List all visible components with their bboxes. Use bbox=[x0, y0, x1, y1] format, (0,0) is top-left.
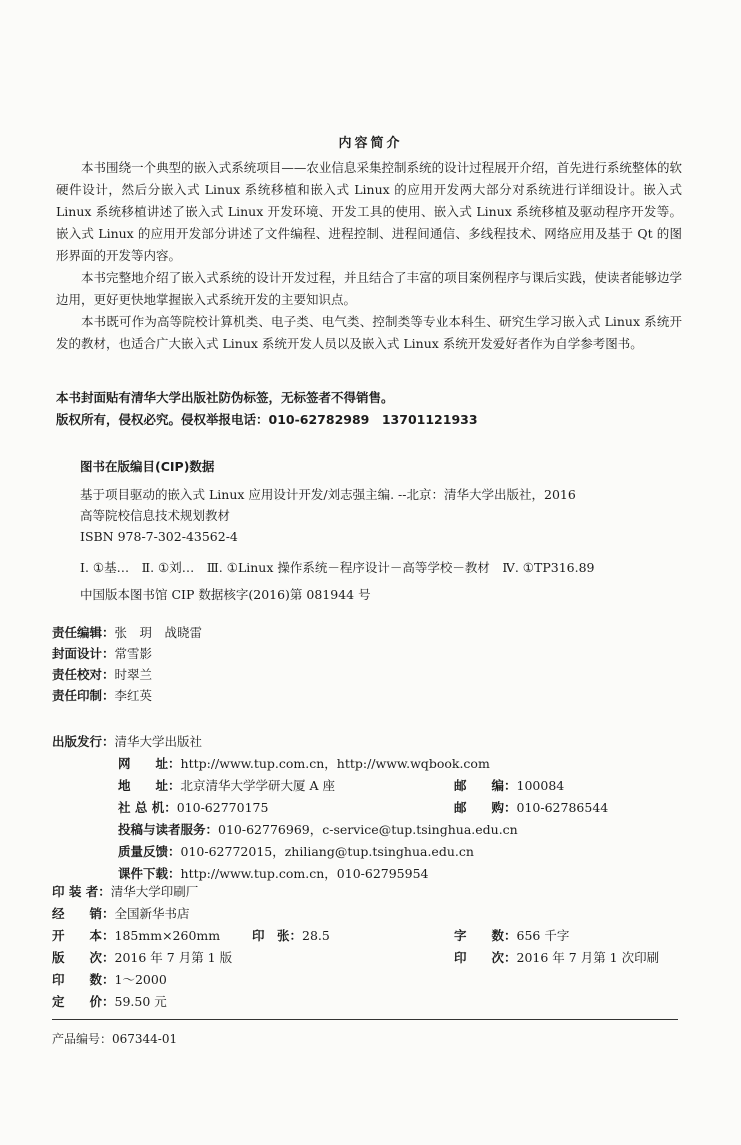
summary-body bbox=[56, 157, 682, 355]
format-label: 开 本： bbox=[52, 928, 115, 943]
distributor-label: 经 销： bbox=[52, 906, 115, 921]
submission-row bbox=[52, 819, 692, 841]
mail-order-value: 010-62786544 bbox=[516, 800, 609, 815]
edition-label: 版 次： bbox=[52, 950, 115, 965]
cip-library-number: 中国版本图书馆 CIP 数据核字(2016)第 081944 号 bbox=[80, 587, 371, 602]
print-run-row bbox=[52, 969, 692, 991]
staff-row bbox=[52, 664, 202, 685]
anti-counterfeit-notice: 本书封面贴有清华大学出版社防伪标签，无标签者不得销售。 bbox=[56, 390, 394, 405]
distributor-row bbox=[52, 903, 692, 925]
publisher-row bbox=[52, 731, 692, 753]
submission-label: 投稿与读者服务： bbox=[118, 822, 219, 837]
print-run-label: 印 数： bbox=[52, 972, 115, 987]
staff-label: 责任编辑： bbox=[52, 625, 115, 640]
summary-paragraph: 本书既可作为高等院校计算机类、电子类、电气类、控制类等专业本科生、研究生学习嵌入式 Linux 系统开发的教材，也适合广大嵌入式 Linux 系统开发人员以及嵌入式 Linux 系统开发爱好者作为自学参考图书。 bbox=[56, 314, 682, 351]
mail-order-label: 邮 购： bbox=[454, 800, 517, 815]
cip-classification: Ⅰ. ①基… Ⅱ. ①刘… Ⅲ. ①Linux 操作系统－程序设计－高等学校－教材 Ⅳ. ①TP316.89 bbox=[80, 560, 595, 575]
format-row bbox=[52, 925, 692, 947]
staff-row bbox=[52, 685, 202, 706]
price-row bbox=[52, 991, 692, 1013]
printer-value: 清华大学印刷厂 bbox=[110, 884, 199, 899]
switchboard-row bbox=[52, 797, 692, 819]
staff-value: 常雪影 bbox=[114, 646, 153, 661]
printing-value: 2016 年 7 月第 1 次印刷 bbox=[516, 950, 660, 965]
format-value: 185mm×260mm bbox=[114, 928, 221, 943]
edition-row bbox=[52, 947, 692, 969]
address-label: 地 址： bbox=[118, 778, 181, 793]
word-count-value: 656 千字 bbox=[516, 928, 570, 943]
courseware-label: 课件下载： bbox=[118, 866, 181, 881]
staff-value: 张 玥 战晓雷 bbox=[114, 625, 203, 640]
divider bbox=[52, 1019, 678, 1020]
price-value: 59.50 元 bbox=[114, 994, 167, 1009]
quality-feedback-row bbox=[52, 841, 692, 863]
staff-label: 责任校对： bbox=[52, 667, 115, 682]
cip-heading: 图书在版编目(CIP)数据 bbox=[80, 459, 215, 474]
staff-row bbox=[52, 622, 202, 643]
staff-label: 责任印制： bbox=[52, 688, 115, 703]
courseware-value: http://www.tup.com.cn，010-62795954 bbox=[180, 866, 429, 881]
quality-feedback-label: 质量反馈： bbox=[118, 844, 181, 859]
printer-row bbox=[52, 881, 692, 903]
publisher-name: 清华大学出版社 bbox=[114, 734, 203, 749]
summary-title: 内容简介 bbox=[338, 136, 403, 151]
product-code: 产品编号：067344-01 bbox=[52, 1032, 178, 1046]
printer-label: 印 装 者： bbox=[52, 884, 111, 899]
switchboard-value: 010-62770175 bbox=[176, 800, 269, 815]
zip-value: 100084 bbox=[516, 778, 565, 793]
sheets-value: 28.5 bbox=[302, 928, 330, 943]
staff-label: 封面设计： bbox=[52, 646, 115, 661]
quality-feedback-value: 010-62772015，zhiliang@tup.tsinghua.edu.cn bbox=[180, 844, 474, 859]
copyright-notice bbox=[56, 387, 478, 431]
cip-series-line: 高等院校信息技术规划教材 bbox=[80, 508, 231, 523]
zip-label: 邮 编： bbox=[454, 778, 517, 793]
edition-value: 2016 年 7 月第 1 版 bbox=[114, 950, 233, 965]
word-count-label: 字 数： bbox=[454, 928, 517, 943]
cip-title-line: 基于项目驱动的嵌入式 Linux 应用设计开发/刘志强主编. --北京：清华大学出版社，2016 bbox=[80, 487, 576, 502]
cip-block bbox=[80, 484, 595, 605]
staff-list bbox=[52, 622, 202, 706]
publisher-label: 出版发行： bbox=[52, 734, 115, 749]
cip-isbn: ISBN 978-7-302-43562-4 bbox=[80, 529, 238, 544]
piracy-report-notice: 版权所有，侵权必究。侵权举报电话：010-62782989 13701121933 bbox=[56, 412, 478, 427]
print-run-value: 1～2000 bbox=[114, 972, 167, 987]
publisher-info bbox=[52, 731, 692, 885]
price-label: 定 价： bbox=[52, 994, 115, 1009]
website-row bbox=[52, 753, 692, 775]
switchboard-label: 社 总 机： bbox=[118, 800, 177, 815]
submission-value: 010-62776969，c-service@tup.tsinghua.edu.cn bbox=[218, 822, 518, 837]
staff-value: 时翠兰 bbox=[114, 667, 153, 682]
summary-paragraph: 本书完整地介绍了嵌入式系统的设计开发过程，并且结合了丰富的项目案例程序与课后实践，使读者能够边学边用，更好更快地掌握嵌入式系统开发的主要知识点。 bbox=[56, 270, 682, 307]
summary-paragraph: 本书围绕一个典型的嵌入式系统项目——农业信息采集控制系统的设计过程展开介绍，首先进行系统整体的软硬件设计，然后分嵌入式 Linux 系统移植和嵌入式 Linux 的应用开发两大部分对系统进行详细设计。嵌入式 Linux 系统移植讲述了嵌入式 Linux 开发环境、开发工具的使用、嵌入式 Linux 系统移植及驱动程序开发等。嵌入式 Linux 的应用开发部分讲述了文件编程、进程控制、进程间通信、多线程技术、网络应用及基于 Qt 的图形界面的开发等内容。 bbox=[56, 160, 682, 263]
print-specs bbox=[52, 881, 692, 1013]
sheets-label: 印 张： bbox=[252, 928, 303, 943]
website-value: http://www.tup.com.cn，http://www.wqbook.com bbox=[180, 756, 490, 771]
address-row bbox=[52, 775, 692, 797]
staff-row bbox=[52, 643, 202, 664]
website-label: 网 址： bbox=[118, 756, 181, 771]
staff-value: 李红英 bbox=[114, 688, 153, 703]
address-value: 北京清华大学学研大厦 A 座 bbox=[180, 778, 335, 793]
distributor-value: 全国新华书店 bbox=[114, 906, 190, 921]
printing-label: 印 次： bbox=[454, 950, 517, 965]
